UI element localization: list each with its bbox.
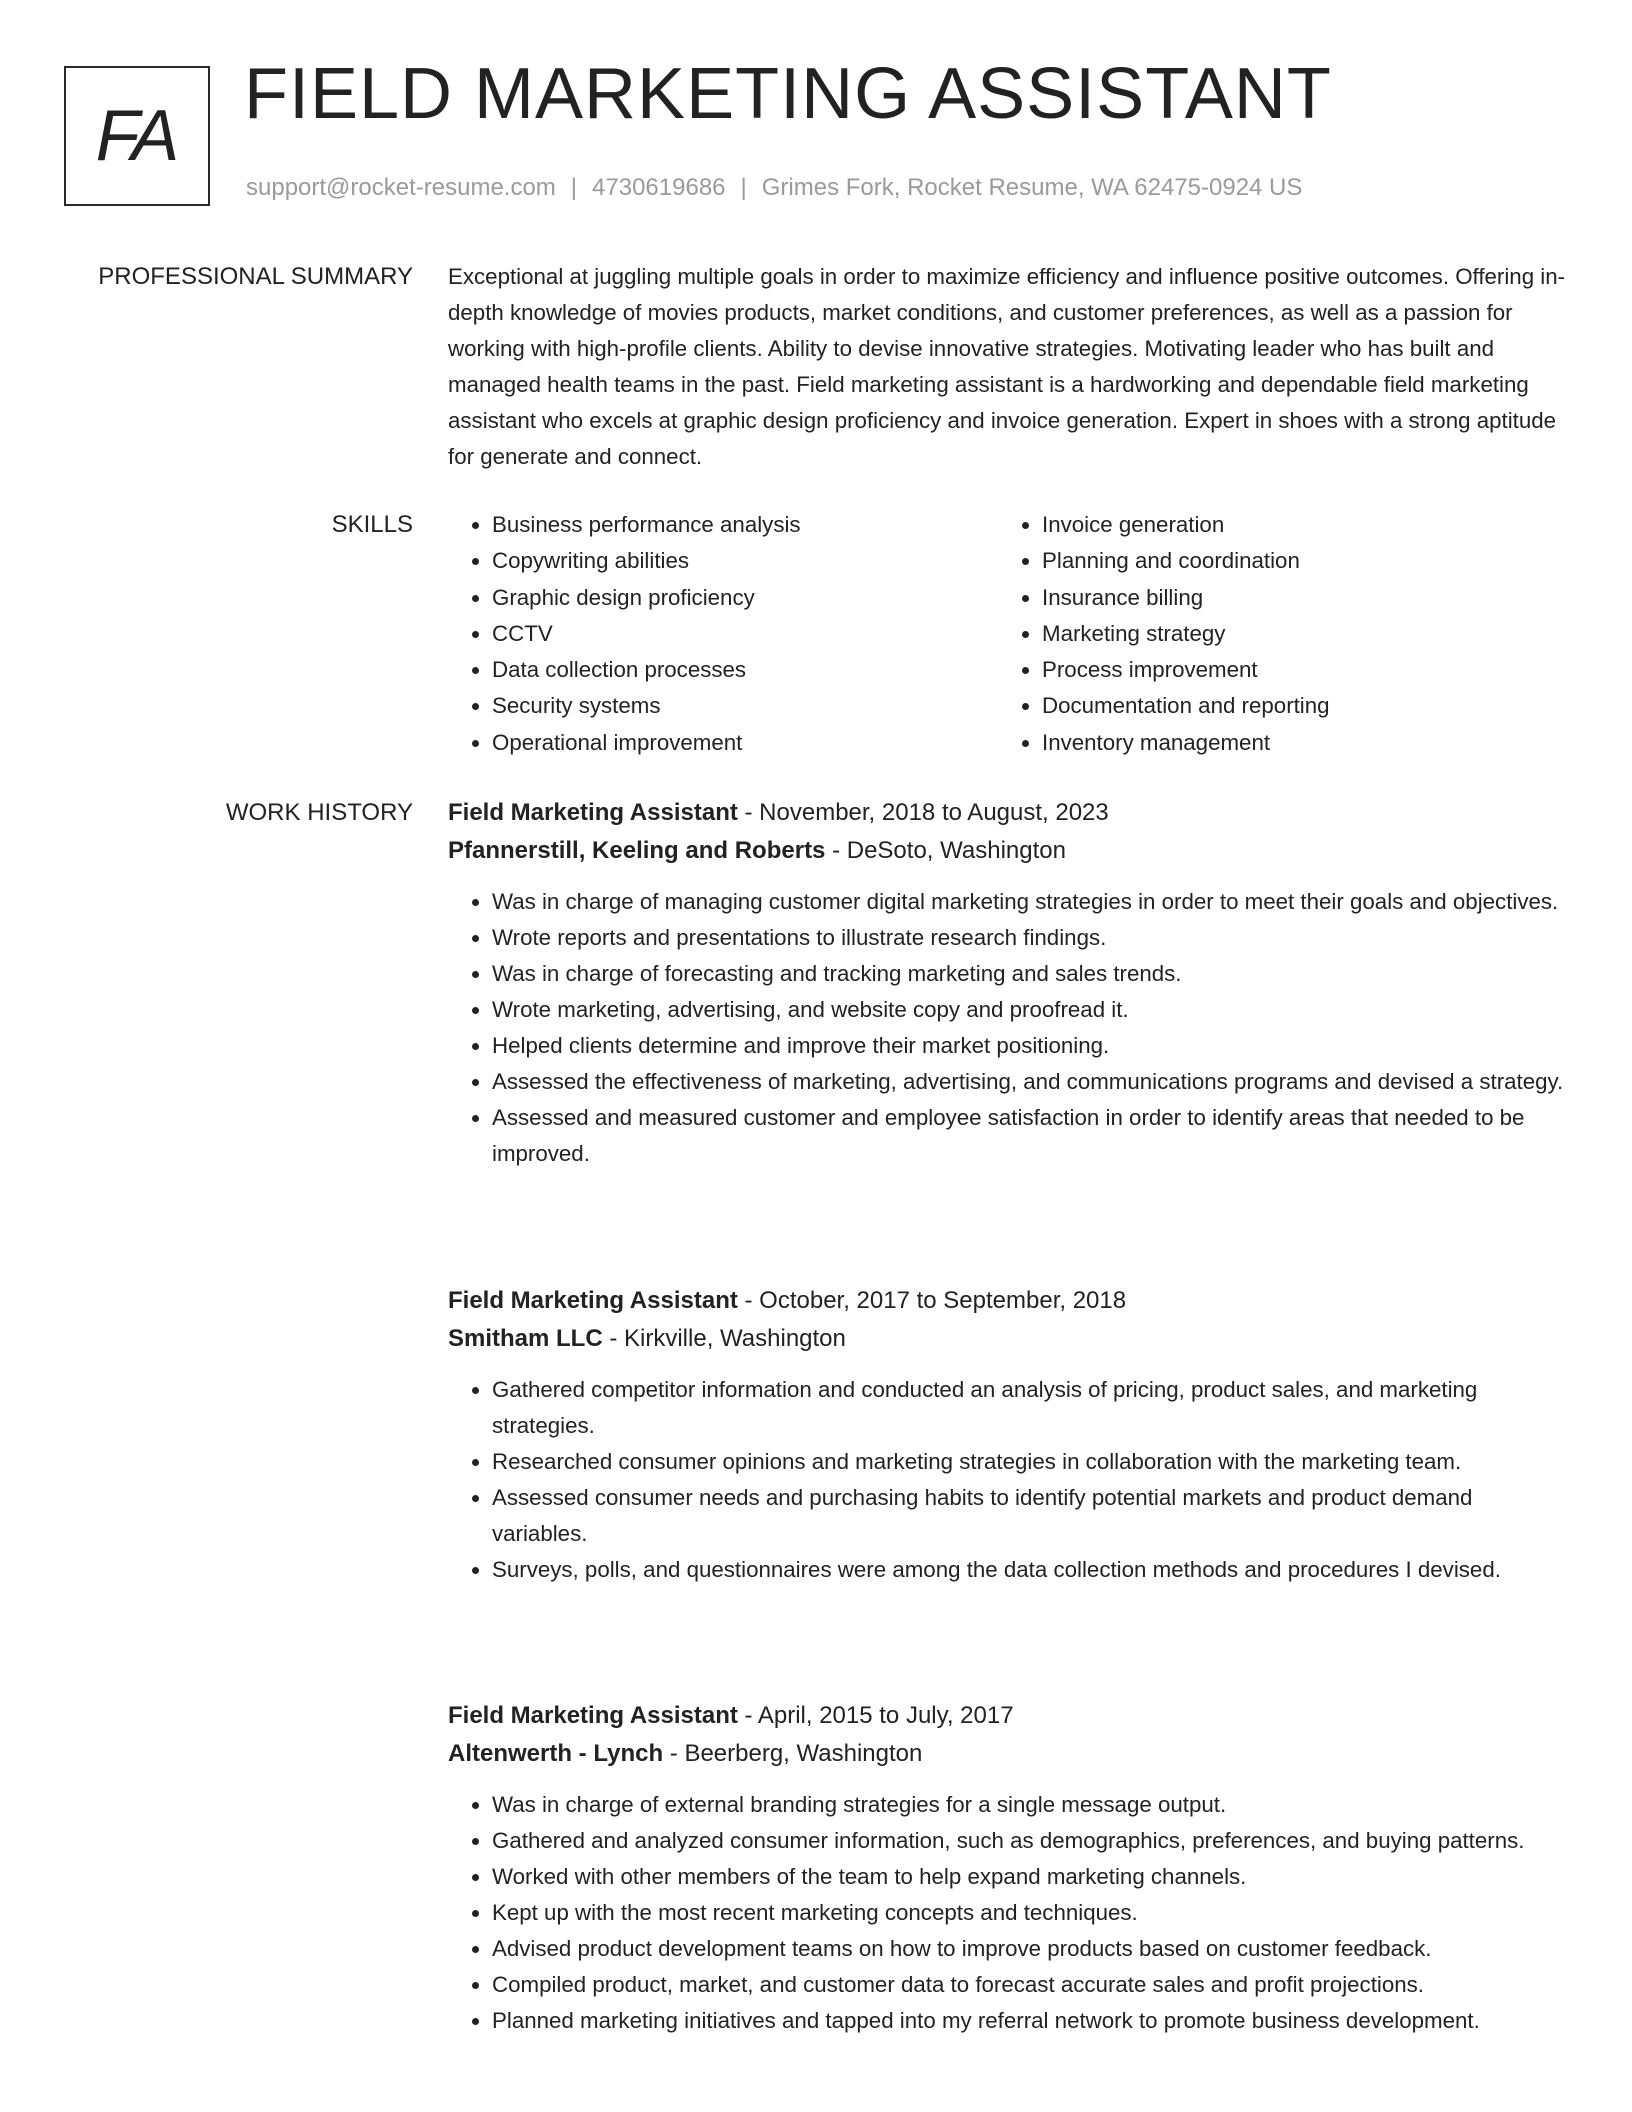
job-bullet: • Wrote reports and presentations to illustrate research findings. [492, 920, 1568, 956]
skills-list-right [998, 507, 1548, 761]
job-title: Field Marketing Assistant [448, 1702, 738, 1729]
job-dates: - October, 2017 to September, 2018 [737, 1287, 1127, 1314]
job-bullet: • Was in charge of forecasting and tracking marketing and sales trends. [492, 956, 1568, 992]
job-title-line [448, 1697, 1568, 1735]
job-entry [448, 794, 1568, 1172]
job-title: Field Marketing Assistant [448, 1287, 738, 1314]
job-bullet: • Gathered and analyzed consumer information, such as demographics, preferences, and buying patterns. [492, 1823, 1568, 1859]
job-bullet: • Advised product development teams on how to improve products based on customer feedback. [492, 1931, 1568, 1967]
job-company: Smitham LLC [448, 1325, 603, 1352]
monogram-initials: FA [95, 96, 177, 176]
contact-separator: | [740, 174, 747, 201]
contact-separator: | [570, 174, 578, 201]
job-bullets [448, 884, 1568, 1172]
skill-item: • Data collection processes [492, 652, 998, 688]
skill-item: • Insurance billing [1042, 580, 1548, 616]
skill-item: • Documentation and reporting [1042, 688, 1548, 724]
job-location: - Kirkville, Washington [602, 1325, 846, 1352]
job-dates: - April, 2015 to July, 2017 [737, 1702, 1014, 1729]
contact-address: Grimes Fork, Rocket Resume, WA 62475-0924 US [761, 174, 1303, 201]
job-company-line [448, 1320, 1568, 1358]
job-entry [448, 1282, 1568, 1588]
job-bullet: • Was in charge of managing customer digital marketing strategies in order to meet their goals and objectives. [492, 884, 1568, 920]
job-bullet: • Compiled product, market, and customer data to forecast accurate sales and profit projections. [492, 1967, 1568, 2003]
job-bullet: • Wrote marketing, advertising, and website copy and proofread it. [492, 992, 1568, 1028]
job-bullet: • Researched consumer opinions and marketing strategies in collaboration with the marketing team. [492, 1444, 1568, 1480]
work-heading: WORK HISTORY [225, 799, 413, 826]
job-company-line [448, 832, 1568, 870]
skills-body [448, 507, 1568, 761]
skills-heading: SKILLS [331, 511, 413, 538]
job-bullets [448, 1372, 1568, 1588]
skill-item: • Process improvement [1042, 652, 1548, 688]
job-bullet: • Planned marketing initiatives and tapped into my referral network to promote business development. [492, 2003, 1568, 2039]
skill-item: • Copywriting abilities [492, 543, 998, 579]
job-bullet: • Surveys, polls, and questionnaires were among the data collection methods and procedures I devised. [492, 1552, 1568, 1588]
skill-item: • Operational improvement [492, 725, 998, 761]
job-bullet: • Assessed and measured customer and employee satisfaction in order to identify areas that needed to be improved. [492, 1100, 1568, 1172]
skill-item: • Marketing strategy [1042, 616, 1548, 652]
summary-text: Exceptional at juggling multiple goals in order to maximize efficiency and influence positive outcomes. Offering in-depth knowledge of movies products, market conditions, and customer preferences, as well as a passion for working with high-profile clients. Ability to devise innovative strategies. Motivating leader who has built and managed health teams in the past. Field marketing assistant is a hardworking and dependable field marketing assistant who excels at graphic design proficiency and invoice generation. Expert in shoes with a strong aptitude for generate and connect. [448, 264, 1566, 469]
job-title-line [448, 1282, 1568, 1320]
skill-item: • Planning and coordination [1042, 543, 1548, 579]
contact-email: support@rocket-resume.com [246, 174, 556, 201]
job-bullet: • Worked with other members of the team to help expand marketing channels. [492, 1859, 1568, 1895]
job-bullet: • Assessed the effectiveness of marketing, advertising, and communications programs and devised a strategy. [492, 1064, 1568, 1100]
job-bullets [448, 1787, 1568, 2039]
job-bullet: • Was in charge of external branding strategies for a single message output. [492, 1787, 1568, 1823]
monogram-box [64, 66, 210, 206]
job-company: Altenwerth - Lynch [448, 1740, 664, 1767]
job-location: - Beerberg, Washington [663, 1740, 923, 1767]
job-company: Pfannerstill, Keeling and Roberts [448, 837, 826, 864]
skill-item: • CCTV [492, 616, 998, 652]
contact-line [246, 176, 1302, 200]
job-company-line [448, 1735, 1568, 1773]
summary-body [448, 259, 1568, 475]
job-title: Field Marketing Assistant [448, 799, 738, 826]
skill-item: • Invoice generation [1042, 507, 1548, 543]
job-bullet: • Kept up with the most recent marketing concepts and techniques. [492, 1895, 1568, 1931]
job-bullet: • Assessed consumer needs and purchasing habits to identify potential markets and product demand variables. [492, 1480, 1568, 1552]
job-dates: - November, 2018 to August, 2023 [737, 799, 1109, 826]
resume-title: FIELD MARKETING ASSISTANT [244, 54, 1332, 134]
job-title-line [448, 794, 1568, 832]
job-location: - DeSoto, Washington [825, 837, 1066, 864]
contact-phone: 4730619686 [592, 174, 726, 201]
skill-item: • Graphic design proficiency [492, 580, 998, 616]
job-bullet: • Gathered competitor information and conducted an analysis of pricing, product sales, and marketing strategies. [492, 1372, 1568, 1444]
skill-item: • Security systems [492, 688, 998, 724]
summary-heading: PROFESSIONAL SUMMARY [98, 263, 413, 290]
job-entry [448, 1697, 1568, 2039]
skill-item: • Inventory management [1042, 725, 1548, 761]
job-bullet: • Helped clients determine and improve their market positioning. [492, 1028, 1568, 1064]
skills-list-left [448, 507, 998, 761]
skill-item: • Business performance analysis [492, 507, 998, 543]
